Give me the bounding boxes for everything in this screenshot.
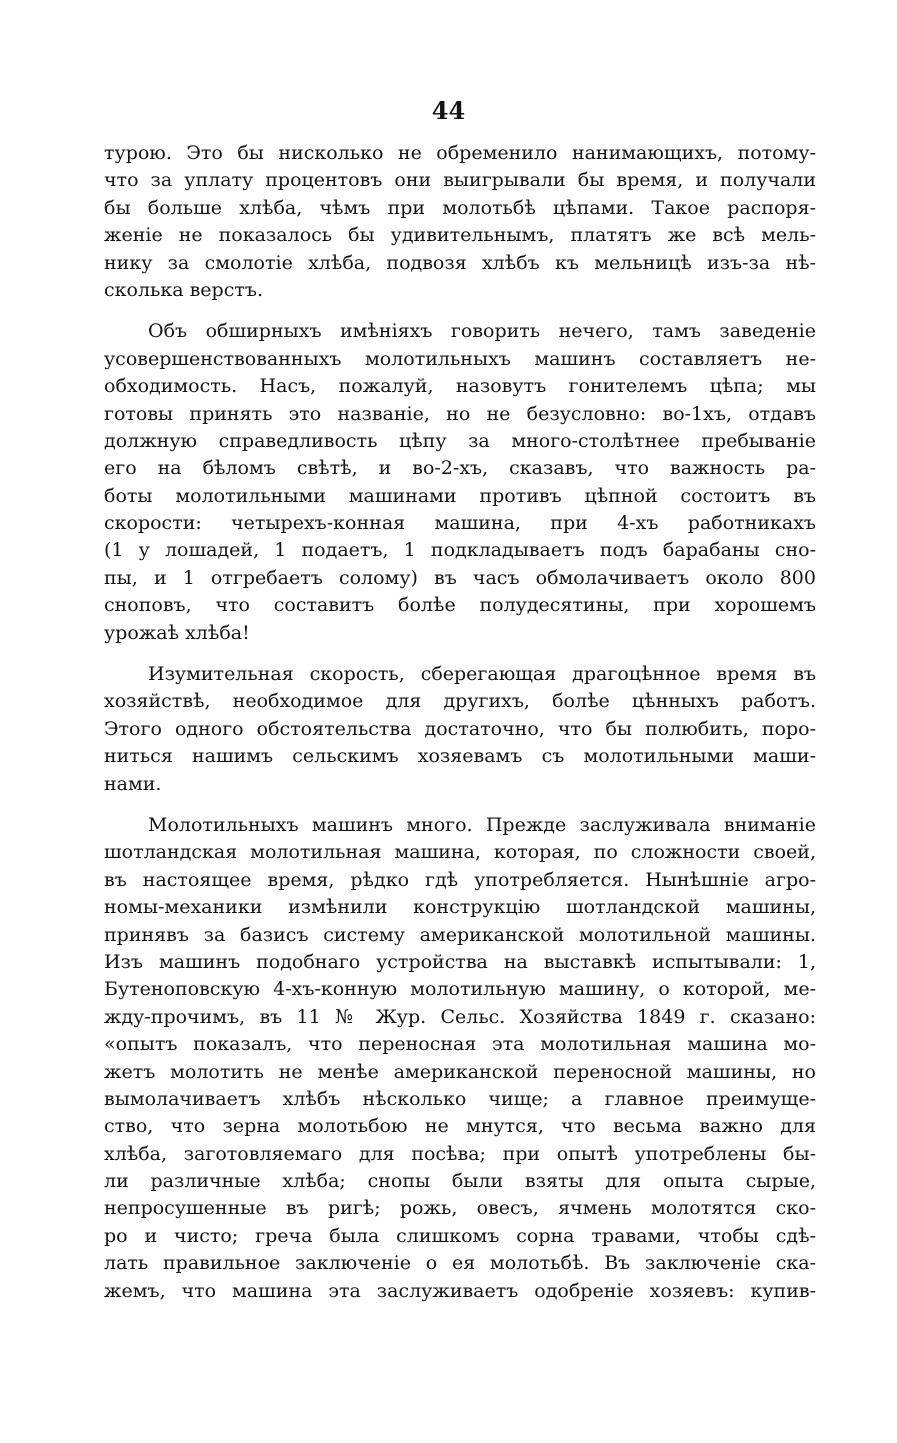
text-line: жемъ, что машина эта заслуживаетъ одобреніе хозяевъ: купив-: [104, 1279, 816, 1302]
page-number: 44: [431, 96, 466, 125]
text-line: вымолачиваетъ хлѣбъ нѣсколько чище; а главное преимуще-: [104, 1087, 816, 1110]
paragraph: [104, 661, 816, 798]
text-line: ство, что зерна молотьбою не мнутся, что весьма важно для: [104, 1115, 816, 1138]
text-line: турою. Это бы нисколько не обременило нанимающихъ, потому-: [104, 142, 816, 164]
text-line: нами.: [104, 772, 162, 795]
text-line: въ настоящее время, рѣдко гдѣ употребляется. Нынѣшніе агро-: [104, 868, 816, 891]
text-line: Изъ машинъ подобнаго устройства на выставкѣ испытывали: 1,: [104, 950, 816, 973]
text-line: (1 у лошадей, 1 подаетъ, 1 подкладываетъ подъ барабаны сно-: [104, 539, 816, 562]
text-line: Этого одного обстоятельства достаточно, что бы полюбить, поро-: [104, 717, 816, 740]
text-line: ро и чисто; греча была слишкомъ сорна травами, чтобы сдѣ-: [104, 1224, 816, 1247]
text-line: нику за смолотіе хлѣба, подвозя хлѣбъ къ мельницѣ изъ-за нѣ-: [104, 251, 816, 274]
text-line: непросушенные въ ригѣ; рожь, овесъ, ячмень молотятся ско-: [104, 1197, 816, 1220]
text-line: лать правильное заключеніе о ея молотьбѣ. Въ заключеніе ска-: [104, 1252, 816, 1275]
text-line: жетъ молотить не менѣе американской переносной машины, но: [104, 1060, 816, 1083]
text-line: скорости: четырехъ-конная машина, при 4-хъ работникахъ: [104, 512, 816, 535]
text-line: усовершенствованныхъ молотильныхъ машинъ составляетъ не-: [104, 347, 816, 370]
text-line: что за уплату процентовъ они выигрывали бы время, и получали: [104, 169, 816, 192]
paragraph: [104, 318, 816, 647]
text-line: Изумительная скорость, сберегающая драгоцѣнное время въ: [148, 663, 816, 686]
text-line: готовы принять это названіе, но не безусловно: во-1хъ, отдавъ: [104, 402, 816, 425]
text-line: жду-прочимъ, въ 11 № Жур. Сельс. Хозяйства 1849 г. сказано:: [104, 1005, 816, 1028]
text-line: урожаѣ хлѣба!: [104, 621, 250, 644]
text-line: пы, и 1 отгребаетъ солому) въ часъ обмолачиваетъ около 800: [104, 566, 816, 589]
text-line: Бутеноповскую 4-хъ-конную молотильную машину, о которой, ме-: [104, 978, 816, 1001]
text-line: его на бѣломъ свѣтѣ, и во-2-хъ, сказавъ, что важность ра-: [104, 457, 816, 480]
text-line: номы-механики измѣнили конструкцію шотландской машины,: [104, 896, 816, 919]
text-line: сколька верстъ.: [104, 278, 263, 301]
text-line: бы больше хлѣба, чѣмъ при молотьбѣ цѣпами. Такое распоря-: [104, 196, 816, 219]
text-line: принявъ за базисъ систему американской молотильной машины.: [104, 923, 816, 946]
body-text: [104, 140, 816, 1319]
text-line: ли различные хлѣба; снопы были взяты для опыта сырые,: [104, 1170, 816, 1193]
paragraph: [104, 812, 816, 1305]
text-line: «опытъ показалъ, что переносная эта молотильная машина мо-: [104, 1033, 816, 1056]
text-line: должную справедливость цѣпу за много-столѣтнее пребываніе: [104, 429, 816, 452]
text-line: Объ обширныхъ имѣніяхъ говорить нечего, тамъ заведеніе: [148, 320, 816, 343]
text-line: боты молотильными машинами противъ цѣпной состоитъ въ: [104, 484, 816, 507]
text-line: хлѣба, заготовляемаго для посѣва; при опытѣ употреблены бы-: [104, 1142, 816, 1165]
text-line: сноповъ, что составитъ болѣе полудесятины, при хорошемъ: [104, 594, 816, 617]
text-line: женіе не показалось бы удивительнымъ, платятъ же всѣ мель-: [104, 224, 816, 247]
paragraph: [104, 140, 816, 304]
text-line: ниться нашимъ сельскимъ хозяевамъ съ молотильными маши-: [104, 745, 816, 768]
text-line: шотландская молотильная машина, которая, по сложности своей,: [104, 841, 816, 864]
text-line: хозяйствѣ, необходимое для другихъ, болѣе цѣнныхъ работъ.: [104, 690, 816, 713]
text-line: Молотильныхъ машинъ много. Прежде заслуживала вниманіе: [148, 813, 816, 836]
text-line: обходимость. Насъ, пожалуй, назовутъ гонителемъ цѣпа; мы: [104, 375, 816, 398]
